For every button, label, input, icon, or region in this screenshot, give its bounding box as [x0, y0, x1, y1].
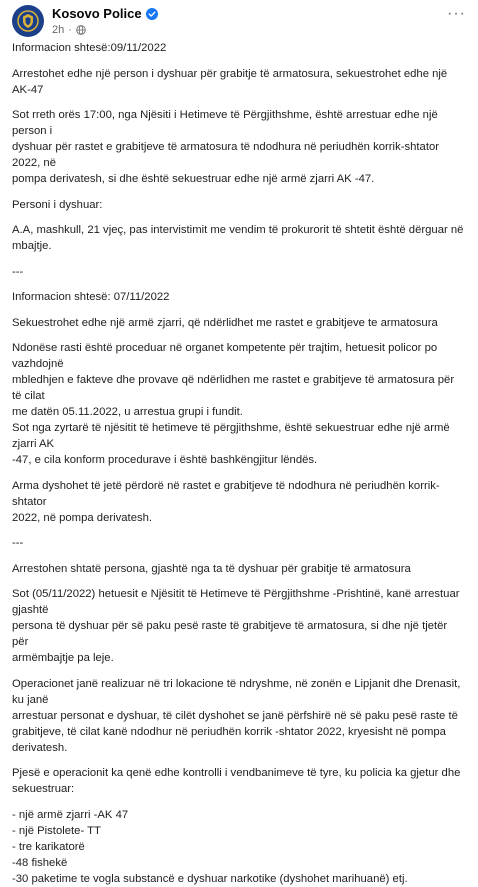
police-badge-icon	[17, 10, 39, 32]
post-text-line: arrestuar personat e dyshuar, të cilët dyshohet se janë përfshirë në së paku pesë raste të	[12, 709, 458, 722]
page-avatar[interactable]	[12, 5, 44, 37]
post-paragraph	[12, 535, 466, 551]
post-paragraph	[12, 807, 466, 887]
post-paragraph	[12, 561, 466, 577]
post-paragraph	[12, 478, 466, 526]
paragraph-gap	[12, 280, 466, 290]
post-text-line: derivatesh.	[12, 741, 68, 754]
paragraph-gap	[12, 187, 466, 197]
post-paragraph	[12, 107, 466, 187]
post-paragraph	[12, 340, 466, 468]
globe-icon	[76, 25, 86, 35]
post-text-line: sekuestruar:	[12, 783, 75, 795]
post-time-row	[52, 23, 158, 37]
post-paragraph	[12, 222, 466, 254]
paragraph-gap	[12, 305, 466, 315]
post-text-line: Ndonëse rasti është proceduar në organet kompetente për trajtim, hetuesit policor po vazhdojnë	[12, 342, 438, 370]
page-name[interactable]: Kosovo Police	[52, 6, 142, 21]
post-paragraph	[12, 289, 466, 305]
post-text-line: -30 paketime te vogla substancë e dyshuar narkotike (dyshohet marihuanë) etj.	[12, 872, 408, 885]
post-text-line: Operacionet janë realizuar në tri lokacione të ndryshme, në zonën e Lipjanit dhe Drenasit, ku janë	[12, 677, 461, 706]
post-text-line: Pjesë e operacionit ka qenë edhe kontrolli i vendbanimeve të tyre, ku policia ka gjetur dhe	[12, 767, 461, 779]
post-text-line: grabitjeve, të cilat kanë ndodhur në periudhën korrik -shtator 2022, kryesisht në pompa	[12, 725, 446, 738]
paragraph-gap	[12, 254, 466, 264]
post-paragraph	[12, 765, 466, 797]
post-text-line: Sot (05/11/2022) hetuesit e Njësitit të Hetimeve të Përgjithshme -Prishtinë, kanë arrestuar gjashtë	[12, 588, 460, 616]
post-text-line: Sot rreth orës 17:00, nga Njësiti i Hetimeve të Përgjithshme, është arrestuar edhe një person i	[12, 109, 438, 137]
post-text-line: Personi i dyshuar:	[12, 198, 103, 211]
post-text-line: pompa derivatesh, si dhe është sekuestruar edhe një armë zjarri AK -47.	[12, 173, 375, 185]
post-text-line: Sekuestrohet edhe një armë zjarri, që ndërlidhet me rastet e grabitjeve te armatosura	[12, 316, 438, 329]
post-text-line: - një armë zjarri -AK 47	[12, 808, 129, 821]
paragraph-gap	[12, 56, 466, 66]
post-text-line: Arma dyshohet të jetë përdorë në rastet e grabitjeve të ndodhura në periudhën korrik-shtator	[12, 479, 440, 508]
paragraph-gap	[12, 756, 466, 766]
post-paragraph	[12, 315, 466, 331]
post-text-line: - tre karikatorë	[12, 840, 85, 853]
post-paragraph	[12, 586, 466, 666]
post-text-line: persona të dyshuar për së paku pesë raste të grabitjeve të armatosura, si dhe një tjetër për	[12, 620, 448, 648]
post-header	[12, 0, 466, 40]
author-row	[52, 6, 158, 22]
post-body	[12, 40, 466, 887]
time-separator: ·	[68, 24, 72, 36]
post-text-line: mbajtje.	[12, 240, 52, 252]
post-text-line: dyshuar për rastet e grabitjeve të armatosura të ndodhura në periudhën korrik-shtator 2022, në	[12, 141, 440, 169]
post-text-line: -48 fishekë	[12, 856, 68, 869]
more-options-icon[interactable]: ···	[447, 5, 466, 22]
paragraph-gap	[12, 98, 466, 108]
verified-badge-icon	[146, 8, 158, 20]
post-text-line: me datën 05.11.2022, u arrestua grupi i fundit.	[12, 406, 243, 418]
post-paragraph	[12, 264, 466, 280]
paragraph-gap	[12, 526, 466, 536]
post-timestamp[interactable]: 2h	[52, 24, 65, 36]
post-text-line: armëmbajtje pa leje.	[12, 652, 114, 664]
paragraph-gap	[12, 468, 466, 478]
post-paragraph	[12, 676, 466, 756]
post-text-line: A.A, mashkull, 21 vjeç, pas intervistimit me vendim të prokurorit të shtetit është dërguar në	[12, 224, 464, 236]
post-text-line: Informacion shtesë:09/11/2022	[12, 42, 167, 54]
paragraph-gap	[12, 797, 466, 807]
post-paragraph	[12, 40, 466, 56]
post-text-line: ---	[12, 265, 24, 278]
post-text-line: Sot nga zyrtarë të njësitit të hetimeve të përgjithshme, është sekuestruar edhe një armë zjarri AK	[12, 422, 450, 450]
post-text-line: Arrestohen shtatë persona, gjashtë nga ta të dyshuar për grabitje të armatosura	[12, 562, 411, 575]
post-text-line: -47, e cila konform procedurave i është bashkëngjitur lëndës.	[12, 454, 318, 466]
paragraph-gap	[12, 666, 466, 676]
paragraph-gap	[12, 213, 466, 223]
post-paragraph	[12, 197, 466, 213]
post-text-line: mbledhjen e fakteve dhe provave që ndërlidhen me rastet e grabitjeve të armatosura për të cilat	[12, 374, 455, 402]
post-text-line: Informacion shtesë: 07/11/2022	[12, 291, 170, 303]
post-meta	[52, 4, 158, 37]
paragraph-gap	[12, 331, 466, 341]
post-text-line: 2022, në pompa derivatesh.	[12, 511, 153, 524]
paragraph-gap	[12, 551, 466, 561]
post-text-line: ---	[12, 537, 24, 549]
post-text-line: - një Pistolete- TT	[12, 824, 101, 837]
post-paragraph	[12, 66, 466, 98]
post-text-line: Arrestohet edhe një person i dyshuar për grabitje të armatosura, sekuestrohet edhe një AK-47	[12, 67, 448, 96]
paragraph-gap	[12, 577, 466, 587]
